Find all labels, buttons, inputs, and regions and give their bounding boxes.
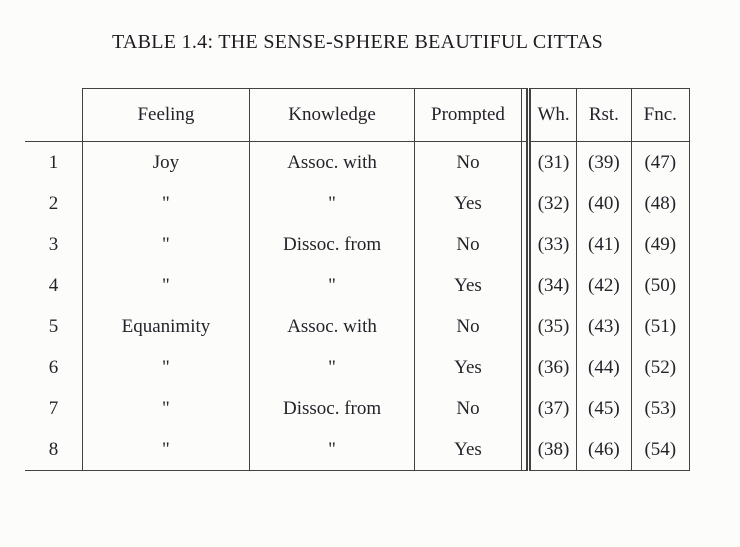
cell-functional: (51) xyxy=(631,306,689,347)
cell-row-number: 7 xyxy=(48,397,59,419)
cell-resultant: (41) xyxy=(577,224,631,265)
cell-row-number: 2 xyxy=(48,192,59,214)
cell-wholesome: (32) xyxy=(528,183,576,224)
table-row xyxy=(25,142,690,184)
cell-resultant: (43) xyxy=(577,306,631,347)
citta-table xyxy=(25,88,690,471)
cell-feeling: " xyxy=(82,347,249,388)
cell-knowledge: Assoc. with xyxy=(250,142,415,184)
column-header-knowledge: Knowledge xyxy=(250,89,415,142)
cell-feeling: " xyxy=(82,224,249,265)
table-row xyxy=(25,388,690,429)
table-row xyxy=(25,183,690,224)
cell-functional: (50) xyxy=(631,265,689,306)
cell-knowledge: " xyxy=(250,183,415,224)
table-header-row xyxy=(25,89,690,142)
double-rule-gap xyxy=(521,89,528,142)
cell-feeling: Joy xyxy=(82,142,249,184)
cell-functional: (47) xyxy=(631,142,689,184)
cell-prompted: No xyxy=(415,224,522,265)
column-header-blank xyxy=(25,89,82,142)
cell-resultant: (46) xyxy=(577,429,631,471)
column-header-wholesome: Wh. xyxy=(528,89,576,142)
cell-functional: (53) xyxy=(631,388,689,429)
cell-functional: (52) xyxy=(631,347,689,388)
cell-knowledge: Dissoc. from xyxy=(250,224,415,265)
double-rule-gap xyxy=(521,429,528,471)
column-header-prompted: Prompted xyxy=(415,89,522,142)
cell-prompted: Yes xyxy=(415,183,522,224)
cell-knowledge: Assoc. with xyxy=(250,306,415,347)
cell-knowledge: " xyxy=(250,429,415,471)
table-title: TABLE 1.4: THE SENSE-SPHERE BEAUTIFUL CITTAS xyxy=(111,31,604,53)
cell-row-number: 6 xyxy=(48,356,59,378)
cell-resultant: (39) xyxy=(577,142,631,184)
cell-row-number: 5 xyxy=(48,315,59,337)
cell-wholesome: (35) xyxy=(528,306,576,347)
cell-functional: (48) xyxy=(631,183,689,224)
cell-feeling: " xyxy=(82,183,249,224)
column-header-resultant: Rst. xyxy=(577,89,631,142)
cell-prompted: No xyxy=(415,306,522,347)
table-row xyxy=(25,347,690,388)
cell-wholesome: (38) xyxy=(528,429,576,471)
double-rule-gap xyxy=(521,388,528,429)
cell-resultant: (42) xyxy=(577,265,631,306)
double-rule-gap xyxy=(521,265,528,306)
cell-feeling: " xyxy=(82,429,249,471)
double-rule-gap xyxy=(521,306,528,347)
cell-prompted: No xyxy=(415,388,522,429)
cell-wholesome: (31) xyxy=(528,142,576,184)
cell-functional: (49) xyxy=(631,224,689,265)
cell-feeling: " xyxy=(82,265,249,306)
table-row xyxy=(25,429,690,471)
cell-feeling: " xyxy=(82,388,249,429)
cell-prompted: Yes xyxy=(415,429,522,471)
double-rule-gap xyxy=(521,183,528,224)
cell-row-number: 4 xyxy=(48,274,59,296)
cell-wholesome: (34) xyxy=(528,265,576,306)
cell-knowledge: Dissoc. from xyxy=(250,388,415,429)
cell-wholesome: (37) xyxy=(528,388,576,429)
double-rule-gap xyxy=(521,142,528,184)
cell-prompted: Yes xyxy=(415,347,522,388)
double-rule-gap xyxy=(521,347,528,388)
cell-resultant: (45) xyxy=(577,388,631,429)
cell-prompted: No xyxy=(415,142,522,184)
cell-prompted: Yes xyxy=(415,265,522,306)
cell-row-number: 1 xyxy=(48,151,59,173)
table-row xyxy=(25,265,690,306)
cell-row-number: 3 xyxy=(48,233,59,255)
cell-wholesome: (36) xyxy=(528,347,576,388)
cell-feeling: Equanimity xyxy=(82,306,249,347)
column-header-feeling: Feeling xyxy=(82,89,249,142)
table-row xyxy=(25,306,690,347)
cell-knowledge: " xyxy=(250,265,415,306)
cell-knowledge: " xyxy=(250,347,415,388)
cell-row-number: 8 xyxy=(25,429,82,471)
cell-functional: (54) xyxy=(631,429,689,471)
double-rule-gap xyxy=(521,224,528,265)
table-row xyxy=(25,224,690,265)
cell-wholesome: (33) xyxy=(528,224,576,265)
cell-resultant: (40) xyxy=(577,183,631,224)
cell-resultant: (44) xyxy=(577,347,631,388)
column-header-functional: Fnc. xyxy=(631,89,689,142)
